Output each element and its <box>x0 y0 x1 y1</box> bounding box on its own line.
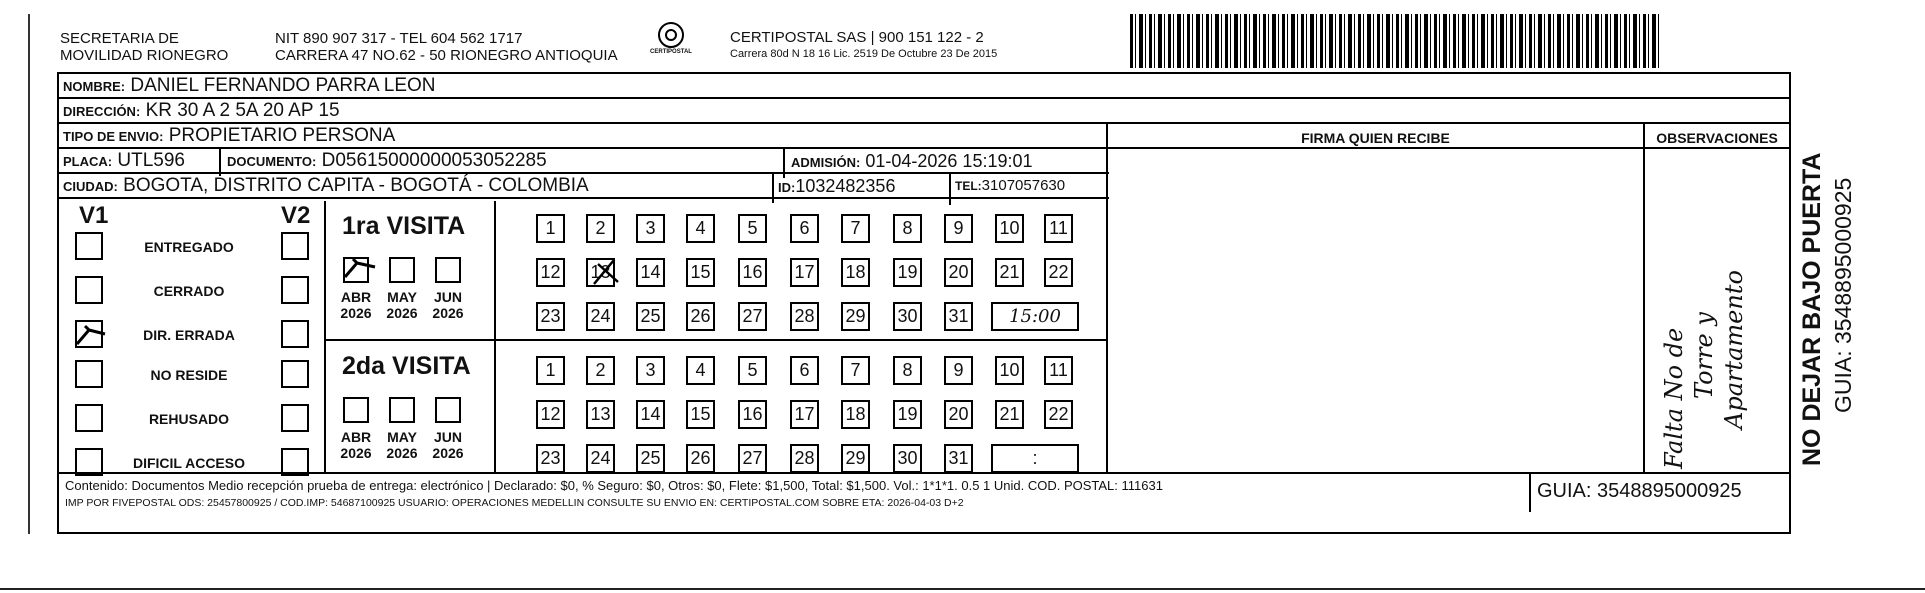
day-number: 18 <box>845 262 866 282</box>
day-box[interactable] <box>944 444 973 473</box>
day-box[interactable] <box>893 214 922 243</box>
day-number: 3 <box>645 218 656 238</box>
day-box[interactable] <box>686 214 715 243</box>
day-number: 30 <box>897 306 918 326</box>
day-number: 29 <box>845 306 866 326</box>
sender-block <box>60 30 228 64</box>
day-number: 4 <box>695 360 706 380</box>
day-number: 31 <box>948 306 969 326</box>
month-year: 2026 <box>386 445 418 461</box>
day-number: 12 <box>540 404 561 424</box>
day-box[interactable] <box>841 258 870 287</box>
day-box[interactable] <box>790 214 819 243</box>
day-number: 18 <box>845 404 866 424</box>
footer-content-line: Contenido: Documentos Medio recepción prueba de entrega: electrónico | Declarado: $0, % Seguro: $0, Otros: $0, Flete: $1,500, Total: $1,500. Vol.: 1*1*1. 0.5 1 Unid. COD. POSTAL: 111631 <box>65 478 1163 493</box>
month-checkbox[interactable] <box>435 257 461 283</box>
courier-logo <box>643 22 699 55</box>
day-box[interactable] <box>893 258 922 287</box>
strike-mark-icon <box>588 258 618 288</box>
day-number: 23 <box>540 306 561 326</box>
month-year: 2026 <box>432 305 464 321</box>
day-box[interactable] <box>841 356 870 385</box>
day-number: 16 <box>742 262 763 282</box>
month-label <box>425 289 471 321</box>
month-name: ABR <box>340 289 372 305</box>
day-number: 7 <box>850 218 861 238</box>
v1-label: V1 <box>79 202 109 229</box>
courier-block <box>730 29 997 60</box>
status-label: DIR. ERRADA <box>143 327 235 343</box>
status-label: DIFICIL ACCESO <box>132 455 245 471</box>
day-number: 17 <box>794 404 815 424</box>
day-number: 8 <box>902 218 913 238</box>
day-number: 1 <box>545 218 556 238</box>
status-label: REHUSADO <box>148 411 230 427</box>
day-box[interactable] <box>536 302 565 331</box>
day-number: 12 <box>540 262 561 282</box>
day-number: 13 <box>590 262 611 282</box>
time-box[interactable] <box>991 444 1079 473</box>
day-number: 13 <box>590 404 611 424</box>
day-box[interactable] <box>738 356 767 385</box>
day-number: 23 <box>540 448 561 468</box>
day-box[interactable] <box>686 302 715 331</box>
courier-line2: Carrera 80d N 18 16 Lic. 2519 De Octubre 23 De 2015 <box>730 48 998 60</box>
day-box[interactable] <box>586 444 615 473</box>
day-box[interactable] <box>944 400 973 429</box>
check-mark-icon <box>343 255 373 281</box>
v2-label: V2 <box>281 202 311 229</box>
name-row <box>59 74 1789 99</box>
month-name: JUN <box>433 429 462 445</box>
month-name: JUN <box>433 289 462 305</box>
month-name: ABR <box>340 429 372 445</box>
day-box[interactable] <box>841 400 870 429</box>
day-box[interactable] <box>944 258 973 287</box>
check-mark-icon <box>75 320 103 348</box>
time-box[interactable] <box>991 302 1079 331</box>
day-box[interactable] <box>995 214 1024 243</box>
day-box[interactable] <box>893 444 922 473</box>
tel-cell <box>949 174 1069 205</box>
month-year: 2026 <box>432 445 464 461</box>
status-label: ENTREGADO <box>144 239 234 255</box>
plate-value: UTL596 <box>117 150 185 171</box>
day-box[interactable] <box>686 400 715 429</box>
day-box[interactable] <box>893 356 922 385</box>
day-number: 22 <box>1048 404 1069 424</box>
day-box[interactable] <box>686 356 715 385</box>
day-box[interactable] <box>536 356 565 385</box>
month-year: 2026 <box>386 305 418 321</box>
day-box[interactable] <box>636 214 665 243</box>
day-number: 28 <box>794 306 815 326</box>
v2-checkbox[interactable] <box>281 360 309 388</box>
day-box[interactable] <box>1044 258 1073 287</box>
barcode <box>1130 14 1662 68</box>
day-number: 24 <box>590 448 611 468</box>
observation-note-line2: Torre y <box>1690 312 1718 399</box>
document-value: D05615000000053052285 <box>321 150 547 171</box>
signature-header: FIRMA QUIEN RECIBE <box>1301 130 1450 146</box>
day-box[interactable] <box>893 302 922 331</box>
day-number: 19 <box>897 262 918 282</box>
second-visit-title: 2da VISITA <box>342 352 471 380</box>
month-label <box>379 289 425 321</box>
scan-edge-mark <box>28 14 30 534</box>
day-box[interactable] <box>738 258 767 287</box>
day-box[interactable] <box>536 400 565 429</box>
day-number: 28 <box>794 448 815 468</box>
day-box[interactable] <box>841 302 870 331</box>
day-box[interactable] <box>586 258 615 287</box>
day-box[interactable] <box>738 444 767 473</box>
day-number: 25 <box>640 306 661 326</box>
id-cell <box>772 174 899 203</box>
no-under-door-warning: NO DEJAR BAJO PUERTA <box>1798 152 1826 466</box>
v1-checkbox[interactable] <box>75 320 103 348</box>
signature-divider <box>1106 124 1108 472</box>
admission-value: 01-04-2026 15:19:01 <box>865 151 1033 171</box>
month-label <box>425 429 471 461</box>
day-number: 30 <box>897 448 918 468</box>
day-number: 2 <box>595 218 606 238</box>
day-number: 2 <box>595 360 606 380</box>
document-cell <box>219 149 553 176</box>
day-box[interactable] <box>995 258 1024 287</box>
courier-logo-text: CERTIPOSTAL <box>650 49 692 55</box>
day-box[interactable] <box>738 302 767 331</box>
day-number: 24 <box>590 306 611 326</box>
day-box[interactable] <box>944 356 973 385</box>
day-box[interactable] <box>586 356 615 385</box>
day-box[interactable] <box>636 356 665 385</box>
day-box[interactable] <box>636 302 665 331</box>
day-number: 16 <box>742 404 763 424</box>
time-value: 15:00 <box>1009 306 1061 327</box>
month-label <box>333 429 379 461</box>
day-number: 4 <box>695 218 706 238</box>
day-number: 29 <box>845 448 866 468</box>
day-number: 15 <box>690 262 711 282</box>
day-number: 7 <box>850 360 861 380</box>
recipient-address: KR 30 A 2 5A 20 AP 15 <box>145 100 340 121</box>
day-number: 26 <box>690 306 711 326</box>
type-row <box>59 124 1109 149</box>
v1-checkbox[interactable] <box>75 276 103 304</box>
day-number: 27 <box>742 448 763 468</box>
observation-note-line3: Apartamento <box>1720 270 1748 429</box>
day-box[interactable] <box>586 214 615 243</box>
sender-contact <box>275 30 618 64</box>
day-number: 9 <box>953 360 964 380</box>
visit-divider <box>326 339 1106 341</box>
day-number: 19 <box>897 404 918 424</box>
footer-guia-divider <box>1529 472 1531 512</box>
month-checkbox[interactable] <box>343 257 369 283</box>
footer-guia: GUIA: 3548895000925 <box>1537 480 1742 502</box>
v1-checkbox[interactable] <box>75 360 103 388</box>
recipient-name: DANIEL FERNANDO PARRA LEON <box>130 75 436 96</box>
day-number: 6 <box>799 218 810 238</box>
day-box[interactable] <box>586 400 615 429</box>
day-box[interactable] <box>636 444 665 473</box>
month-label <box>333 289 379 321</box>
first-visit-title: 1ra VISITA <box>342 212 466 240</box>
day-box[interactable] <box>841 214 870 243</box>
observations-header: OBSERVACIONES <box>1656 130 1778 146</box>
month-year: 2026 <box>340 445 372 461</box>
v2-checkbox[interactable] <box>281 232 309 260</box>
day-number: 6 <box>799 360 810 380</box>
month-name: MAY <box>387 289 417 305</box>
day-number: 31 <box>948 448 969 468</box>
day-number: 15 <box>690 404 711 424</box>
day-box[interactable] <box>536 258 565 287</box>
status-label: CERRADO <box>153 283 225 299</box>
month-checkbox[interactable] <box>435 397 461 423</box>
month-checkbox[interactable] <box>389 257 415 283</box>
day-box[interactable] <box>790 258 819 287</box>
day-number: 27 <box>742 306 763 326</box>
observations-divider <box>1643 124 1645 472</box>
day-number: 10 <box>999 360 1020 380</box>
day-number: 9 <box>953 218 964 238</box>
shipment-type: PROPIETARIO PERSONA <box>168 125 396 146</box>
address-row <box>59 99 1789 124</box>
day-box[interactable] <box>586 302 615 331</box>
day-box[interactable] <box>790 400 819 429</box>
id-label: ID: <box>778 180 796 195</box>
day-box[interactable] <box>841 444 870 473</box>
address-label: DIRECCIÓN: <box>63 104 141 119</box>
day-box[interactable] <box>1044 356 1073 385</box>
sender-line1: SECRETARIA DE <box>60 30 179 47</box>
day-number: 25 <box>640 448 661 468</box>
day-box[interactable] <box>738 400 767 429</box>
sender-line2: MOVILIDAD RIONEGRO <box>60 47 229 64</box>
day-box[interactable] <box>944 302 973 331</box>
month-year: 2026 <box>340 305 372 321</box>
column-header-line <box>1108 147 1791 149</box>
day-box[interactable] <box>738 214 767 243</box>
day-box[interactable] <box>1044 214 1073 243</box>
day-number: 8 <box>902 360 913 380</box>
day-number: 22 <box>1048 262 1069 282</box>
month-checkbox[interactable] <box>343 397 369 423</box>
tel-value: 3107057630 <box>981 177 1066 194</box>
document-label: DOCUMENTO: <box>227 154 317 169</box>
admission-label: ADMISIÓN: <box>791 155 861 170</box>
scan-bottom-edge <box>0 588 1925 590</box>
day-number: 10 <box>999 218 1020 238</box>
status-label: NO RESIDE <box>150 367 228 383</box>
time-value: : <box>1032 448 1038 468</box>
day-number: 1 <box>545 360 556 380</box>
day-number: 20 <box>948 404 969 424</box>
observation-note-line1: Falta No de <box>1660 327 1688 469</box>
day-box[interactable] <box>686 444 715 473</box>
day-box[interactable] <box>636 400 665 429</box>
v2-checkbox[interactable] <box>281 320 309 348</box>
v2-checkbox[interactable] <box>281 404 309 432</box>
day-box[interactable] <box>995 356 1024 385</box>
day-number: 14 <box>640 404 661 424</box>
courier-logo-icon <box>658 22 684 48</box>
v1-checkbox[interactable] <box>75 404 103 432</box>
day-box[interactable] <box>893 400 922 429</box>
day-box[interactable] <box>536 444 565 473</box>
day-box[interactable] <box>995 400 1024 429</box>
day-number: 5 <box>747 218 758 238</box>
day-box[interactable] <box>1044 400 1073 429</box>
month-checkbox[interactable] <box>389 397 415 423</box>
day-number: 20 <box>948 262 969 282</box>
delivery-form <box>57 72 1791 534</box>
nit-line: NIT 890 907 317 - TEL 604 562 1717 <box>275 30 523 47</box>
city-label: CIUDAD: <box>63 179 118 194</box>
day-number: 21 <box>999 262 1020 282</box>
day-box[interactable] <box>636 258 665 287</box>
footer-print-line: IMP POR FIVEPOSTAL ODS: 25457800925 / COD.IMP: 54687100925 USUARIO: OPERACIONES MEDELLIN CONSULTE SU ENVIO EN: CERTIPOSTAL.COM SOBRE ETA: 2026-04-03 D+2 <box>65 497 964 509</box>
courier-line1: CERTIPOSTAL SAS | 900 151 122 - 2 <box>730 29 984 46</box>
plate-label: PLACA: <box>63 154 113 169</box>
v2-checkbox[interactable] <box>281 276 309 304</box>
day-box[interactable] <box>686 258 715 287</box>
day-number: 21 <box>999 404 1020 424</box>
day-box[interactable] <box>790 302 819 331</box>
months-divider <box>494 201 496 472</box>
type-label: TIPO DE ENVIO: <box>63 129 164 144</box>
day-number: 3 <box>645 360 656 380</box>
day-box[interactable] <box>790 444 819 473</box>
month-label <box>379 429 425 461</box>
status-divider <box>324 201 326 472</box>
side-guia: GUIA: 3548895000925 <box>1830 177 1856 413</box>
day-number: 5 <box>747 360 758 380</box>
day-box[interactable] <box>536 214 565 243</box>
city-value: BOGOTA, DISTRITO CAPITA - BOGOTÁ - COLOMBIA <box>123 175 589 196</box>
tel-label: TEL: <box>955 179 982 193</box>
month-name: MAY <box>387 429 417 445</box>
name-label: NOMBRE: <box>63 79 126 94</box>
day-box[interactable] <box>790 356 819 385</box>
observation-note <box>1659 270 1749 469</box>
v1-checkbox[interactable] <box>75 232 103 260</box>
day-number: 17 <box>794 262 815 282</box>
day-box[interactable] <box>944 214 973 243</box>
day-number: 11 <box>1049 218 1068 238</box>
id-value: 1032482356 <box>795 176 896 196</box>
day-number: 14 <box>640 262 661 282</box>
day-number: 11 <box>1049 360 1068 380</box>
address-line: CARRERA 47 NO.62 - 50 RIONEGRO ANTIOQUIA <box>275 47 618 64</box>
day-number: 26 <box>690 448 711 468</box>
